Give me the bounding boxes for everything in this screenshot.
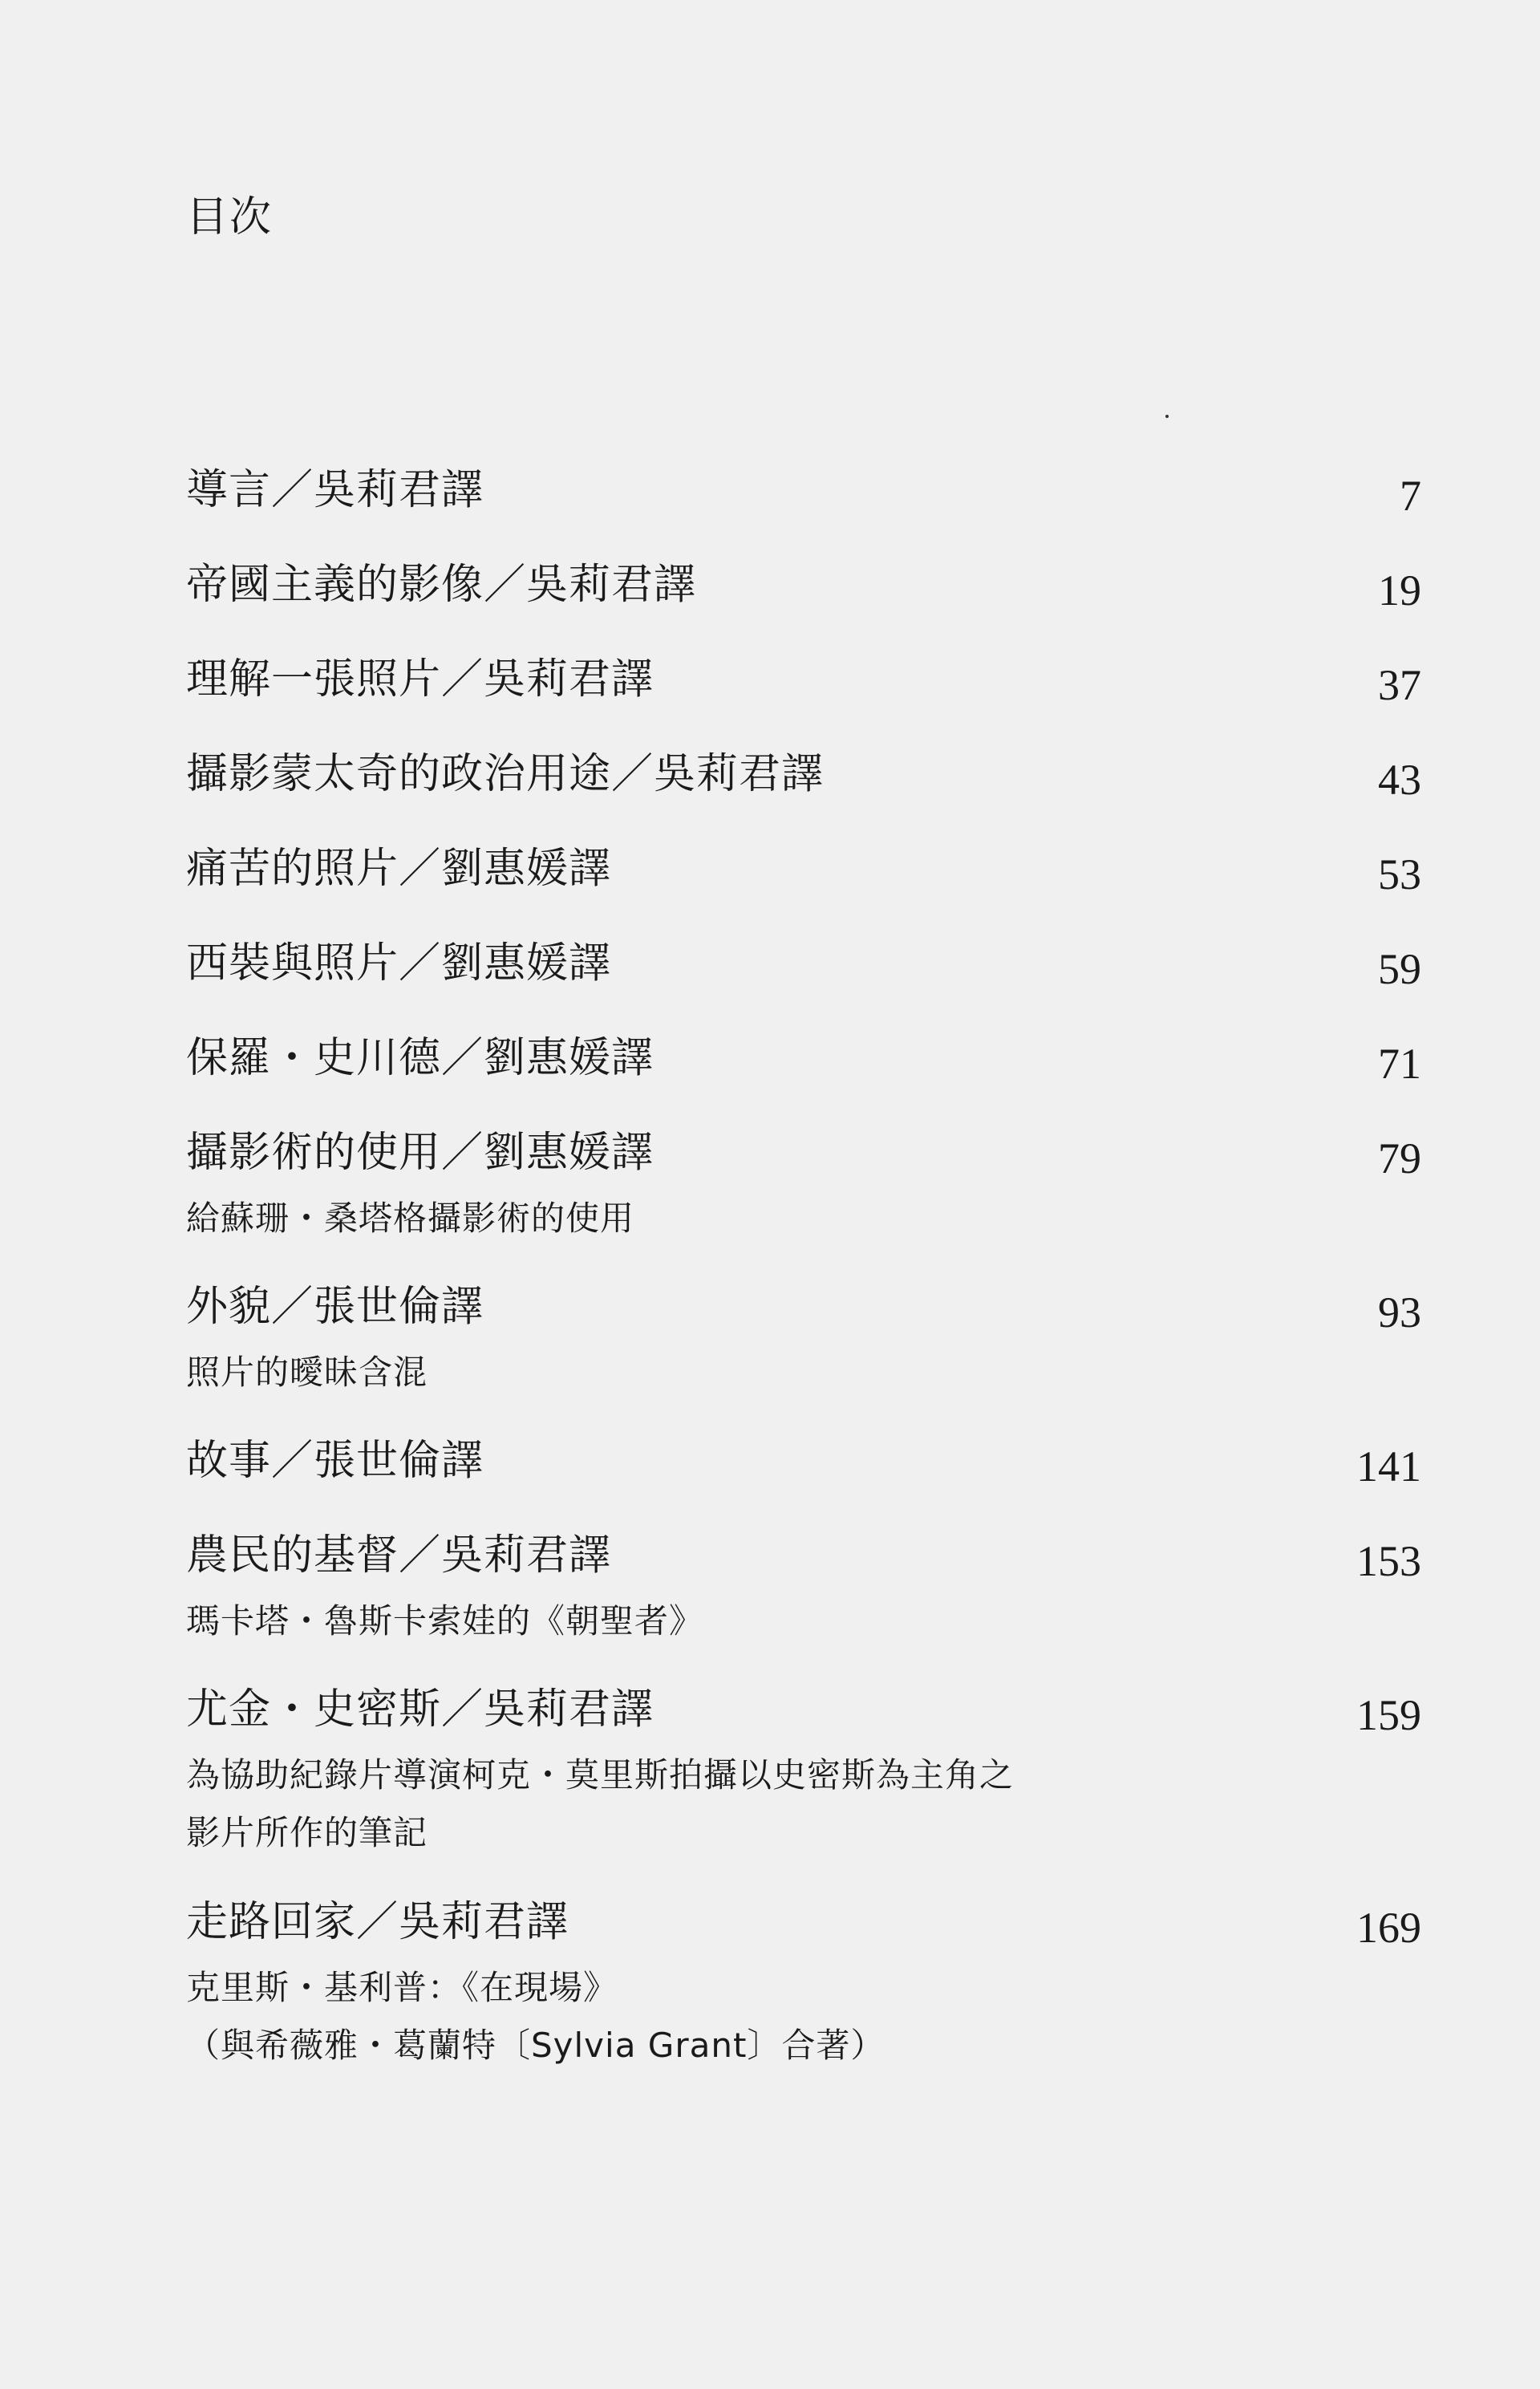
- entry-title: 痛苦的照片／劉惠媛譯: [186, 845, 612, 893]
- entry-page-number: 79: [1378, 1134, 1421, 1182]
- entry-title: 理解一張照片／吳莉君譯: [186, 655, 654, 704]
- entry-page-number: 53: [1378, 850, 1421, 898]
- entry-page-number: 153: [1356, 1537, 1421, 1585]
- entry-title: 尤金・史密斯／吳莉君譯: [186, 1685, 654, 1734]
- entry-title: 攝影術的使用／劉惠媛譯: [186, 1129, 654, 1177]
- entry-subtitle: 瑪卡塔・魯斯卡索娃的《朝聖者》: [186, 1601, 704, 1641]
- entry-page-number: 19: [1378, 566, 1421, 614]
- entry-title: 保羅・史川德／劉惠媛譯: [186, 1034, 654, 1082]
- print-speck: [1165, 415, 1169, 418]
- toc-heading: 目次: [186, 193, 274, 241]
- entry-page-number: 71: [1378, 1040, 1421, 1088]
- entry-title: 故事／張世倫譯: [186, 1437, 484, 1485]
- entry-page-number: 159: [1356, 1691, 1421, 1739]
- entry-subtitle: 給蘇珊・桑塔格攝影術的使用: [186, 1199, 635, 1238]
- entry-page-number: 141: [1356, 1442, 1421, 1491]
- entry-page-number: 37: [1378, 661, 1421, 709]
- entry-page-number: 7: [1400, 472, 1421, 520]
- entry-subtitle: 為協助紀錄片導演柯克・莫里斯拍攝以史密斯為主角之: [186, 1755, 1015, 1795]
- entry-page-number: 169: [1356, 1904, 1421, 1952]
- entry-title: 外貌／張世倫譯: [186, 1283, 484, 1331]
- entry-subtitle: 克里斯・基利普：《在現場》: [186, 1968, 618, 2007]
- entry-title: 西裝與照片／劉惠媛譯: [186, 939, 612, 988]
- entry-title: 帝國主義的影像／吳莉君譯: [186, 561, 697, 609]
- entry-subtitle: 照片的曖昧含混: [186, 1353, 428, 1392]
- entry-page-number: 59: [1378, 945, 1421, 993]
- entry-title: 農民的基督／吳莉君譯: [186, 1531, 612, 1580]
- entry-subtitle: （與希薇雅・葛蘭特〔Sylvia Grant〕合著）: [186, 2026, 886, 2065]
- entry-title: 導言／吳莉君譯: [186, 466, 484, 514]
- entry-page-number: 43: [1378, 756, 1421, 804]
- entry-page-number: 93: [1378, 1288, 1421, 1336]
- entry-title: 走路回家／吳莉君譯: [186, 1898, 569, 1946]
- entry-title: 攝影蒙太奇的政治用途／吳莉君譯: [186, 750, 825, 798]
- entry-subtitle: 影片所作的筆記: [186, 1813, 428, 1852]
